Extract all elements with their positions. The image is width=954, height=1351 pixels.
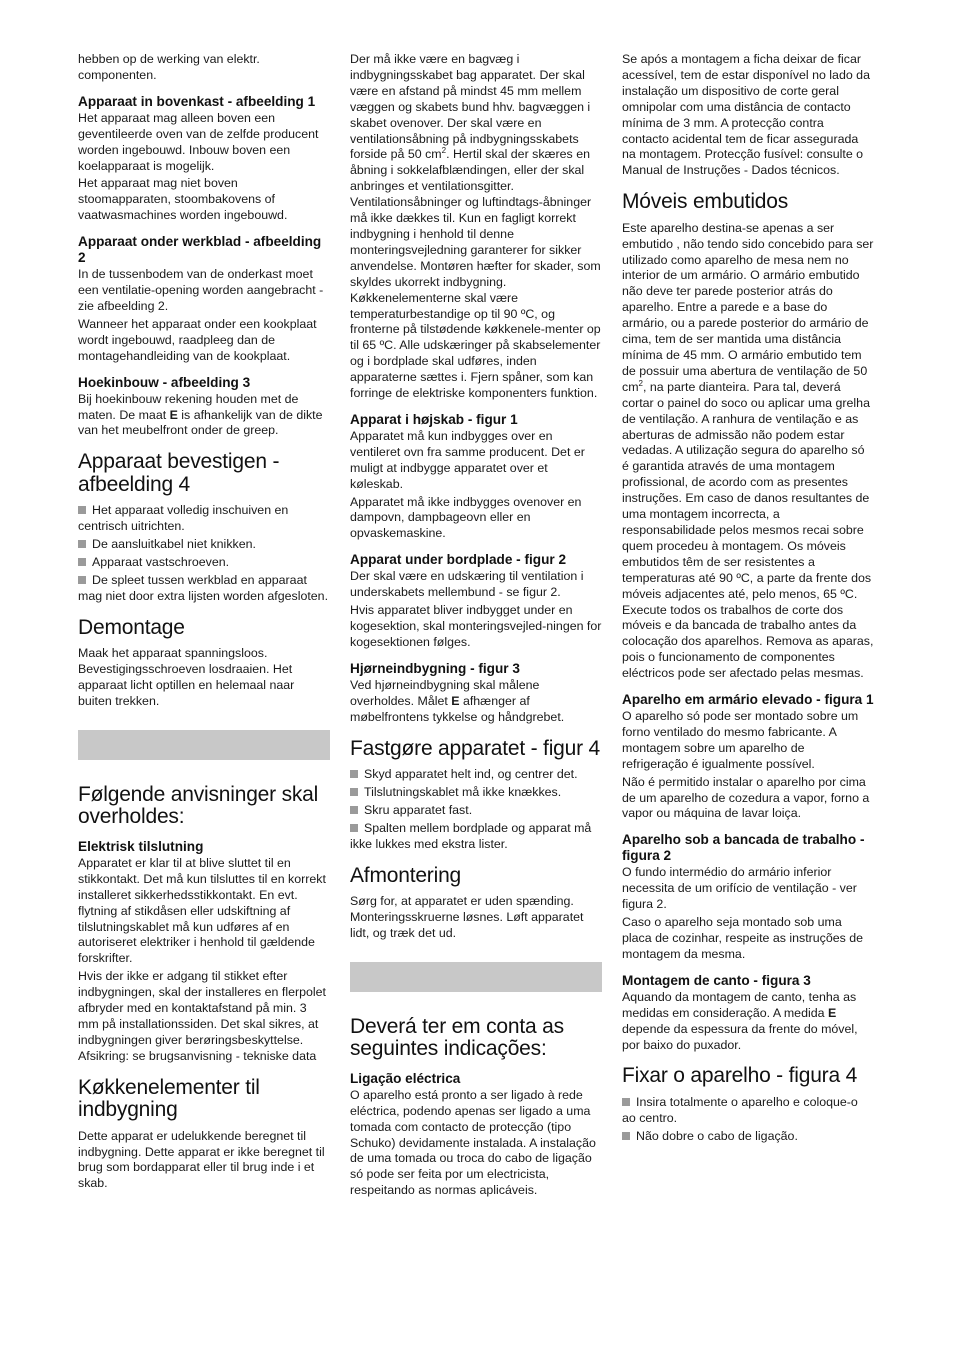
- text-span: Bij hoekinbouw rekening houden met de maten. De maat: [78, 391, 299, 422]
- paragraph: In de tussenbodem van de onderkast moet een ventilatie-opening worden aangebracht - zie afbeelding 2.: [78, 267, 324, 313]
- list-item: [350, 821, 602, 853]
- subheading: Hjørneindbygning - figur 3: [350, 660, 520, 676]
- list-item-text: Insira totalmente o aparelho e coloque-o ao centro.: [622, 1094, 858, 1125]
- list-item-text: Apparaat vastschroeven.: [92, 555, 230, 570]
- subheading: Ligação eléctrica: [350, 1070, 461, 1086]
- paragraph: Maak het apparaat spanningsloos. Bevestigingsschroeven losdraaien. Het apparaat licht optillen en helemaal naar buiten trekken.: [78, 646, 295, 708]
- list-item: [78, 555, 330, 571]
- subheading: Apparat under bordplade - figur 2: [350, 552, 566, 568]
- list-item: [350, 785, 602, 801]
- list-item-text: Skru apparatet fast.: [364, 802, 473, 817]
- list-item: [78, 537, 330, 553]
- paragraph: Hvis der ikke er adgang til stikket efter indbygningen, skal der installeres en flerpolet afbryder med en kontaktafstand på min. 3 mm på installationssiden. Det skal sikres, at indbygningen giver berøringsbeskyttelse. Afsikring: se brugsanvisning - tekniske data: [78, 969, 326, 1063]
- subheading: Aparelho em armário elevado - figura 1: [622, 692, 874, 708]
- paragraph: Não é permitido instalar o aparelho por cima de um aparelho de cozedura a vapor, forno a vapor ou máquina de lavar loiça.: [622, 774, 870, 821]
- paragraph: [622, 990, 874, 1054]
- paragraph: Apparatet er klar til at blive sluttet til en stikkontakt. Det må kun tilsluttes til en korrekt installeret sikkerhedsstikkontakt. En evt. flytning af stikdåsen eller udskiftning af tilslutningskablet må kun udføres af en autoriseret elektriker i henhold til gældende forskrifter.: [78, 855, 326, 966]
- column-2: [350, 52, 602, 1201]
- measure-letter: E: [451, 693, 460, 708]
- list-item-text: De aansluitkabel niet knikken.: [92, 537, 256, 552]
- language-divider-bar: [350, 962, 602, 992]
- list-item-text: De spleet tussen werkblad en apparaat mag niet door extra lijsten worden afgesloten.: [78, 572, 329, 603]
- text-span: . Hertil skal der skæres en åbning i sokkelafblændingen, eller der skal anbringes et ventilationsgitter. Ventilationsåbninger og luftindtags-åbninger må ikke dækkes til. Kun en fagligt korrekt indbygning i henhold til denne monteringsvejledning garanterer for sikker anvendelse. Montøren hæfter for skader, som skyldes ukorrekt indbygning. Køkkenelementerne skal være temperaturbestandige op til 90 ºC, og fronterne på tilstødende køkkenele-menter op til 65 ºC. Alle udskæringer på skabselementer og i bordplade skal udføres, inden apparaterne sættes i. Fjern spåner, som kan forringe de elektriske komponenters funktion.: [350, 147, 601, 401]
- paragraph: hebben op de werking van elektr. componenten.: [78, 52, 260, 82]
- measure-letter: E: [169, 407, 178, 422]
- subheading: Apparaat onder werkblad - afbeelding 2: [78, 234, 322, 266]
- square-bullet-icon: [622, 1098, 630, 1106]
- list-item: [350, 767, 602, 783]
- list-item: [78, 573, 330, 605]
- paragraph: Apparatet må kun indbygges over en ventileret ovn fra samme producent. Det er muligt at indbygge apparatet over et køleskab.: [350, 428, 585, 491]
- paragraph: Dette apparat er udelukkende beregnet til indbygning. Dette apparat er ikke beregnet til brug som bordapparat eller til brug inde i et skab.: [78, 1128, 325, 1191]
- text-span: is afhankelijk van de dikte van het meubelfront onder de greep.: [78, 407, 323, 438]
- paragraph: Hvis apparatet bliver indbygget under en kogesektion, skal monteringsvejled-ningen for kogesektionen følges.: [350, 603, 602, 649]
- paragraph: Apparatet må ikke indbygges ovenover en dampovn, dampbageovn eller en opvaskemaskine.: [350, 494, 582, 541]
- square-bullet-icon: [350, 806, 358, 814]
- paragraph: Sørg for, at apparatet er uden spænding. Monteringsskruerne løsnes. Løft apparatet lidt, og træk det ud.: [350, 894, 584, 940]
- text-span: depende da espessura da frente do móvel, por baixo do puxador.: [622, 1021, 858, 1052]
- list-item-text: Spalten mellem bordplade og apparat må ikke lukkes med ekstra lister.: [350, 820, 592, 851]
- language-divider-bar: [78, 730, 330, 760]
- paragraph: [350, 678, 602, 726]
- square-bullet-icon: [78, 576, 86, 584]
- paragraph: Het apparaat mag alleen boven een geventileerde oven van de zelfde producent worden ingebouwd. Inbouw boven een koelapparaat is mogelijk.: [78, 110, 319, 173]
- list-item: [622, 1095, 874, 1127]
- section-heading: Følgende anvisninger skal overholdes:: [78, 782, 319, 829]
- section-heading: Deverá ter em conta as seguintes indicações:: [350, 1014, 564, 1061]
- text-span: afhænger af møbelfrontens tykkelse og håndgrebet.: [350, 693, 565, 724]
- paragraph: [350, 52, 602, 402]
- section-heading: Apparaat bevestigen - afbeelding 4: [78, 450, 280, 496]
- superscript: 2: [638, 378, 643, 388]
- subheading: Elektrisk tilslutning: [78, 838, 204, 854]
- subheading: Hoekinbouw - afbeelding 3: [78, 374, 251, 390]
- subheading: Montagem de canto - figura 3: [622, 972, 811, 988]
- paragraph: Der skal være en udskæring til ventilation i underskabets mellembund - se figur 2.: [350, 569, 584, 600]
- paragraph: O fundo intermédio do armário inferior necessita de um orifício de ventilação - ver figura 2.: [622, 865, 857, 912]
- text-span: , na parte dianteira. Para tal, deverá cortar o painel do soco ou aplicar uma grelha de ventilação. A ranhura de ventilação e as aberturas de admissão não podem estar vedadas. A utilização segura do aparelho só é garantida através de uma montagem profissional, de acordo com as presentes instruções. Em caso de danos resultantes de uma montagem incorrecta, a responsabilidade pelos mesmos recai sobre quem procedeu à montagem. Os móveis embutidos têm de ser resistentes a temperaturas até 90 ºC, a parte da frente dos móveis adjacentes até, pelo menos, 65 ºC. Execute todos os trabalhos de corte dos móveis e da bancada de trabalho antes da colocação dos aparelhos. Remova as aparas, pois o funcionamento de componentes eléctricos pode ser afectado pelas mesmas.: [622, 379, 874, 681]
- section-heading: Demontage: [78, 615, 185, 639]
- list-item: [78, 503, 330, 535]
- paragraph: O aparelho está pronto a ser ligado à rede eléctrica, podendo apenas ser ligado a uma tomada com contacto de protecção (tipo Schuko) devidamente instalada. A instalação de uma tomada ou troca do cabo de ligação só pode ser feita por um electricista, respeitando as normas aplicáveis.: [350, 1087, 596, 1198]
- list-item-text: Não dobre o cabo de ligação.: [636, 1128, 798, 1143]
- list-item-text: Skyd apparatet helt ind, og centrer det.: [364, 767, 578, 782]
- list-item: [622, 1129, 874, 1145]
- paragraph: Se após a montagem a ficha deixar de ficar acessível, tem de estar disponível no lado da instalação um dispositivo de corte geral omnipolar com uma distância de contacto mínima de 3 mm. A protecção contra contacto acidental tem de ficar assegurada na montagem. Protecção fusível: consulte o Manual de Instruções - Dados técnicos.: [622, 52, 870, 178]
- list-item-text: Het apparaat volledig inschuiven en centrisch uitrichten.: [78, 503, 289, 534]
- square-bullet-icon: [350, 770, 358, 778]
- square-bullet-icon: [350, 788, 358, 796]
- paragraph: Wanneer het apparaat onder een kookplaat wordt ingebouwd, raadpleeg dan de montagehandleiding van de kookplaat.: [78, 316, 317, 363]
- subheading: Apparat i højskab - figur 1: [350, 411, 518, 427]
- section-heading: Fastgøre apparatet - figur 4: [350, 736, 601, 760]
- section-heading: Køkkenelementer til indbygning: [78, 1075, 260, 1122]
- square-bullet-icon: [78, 506, 86, 514]
- text-span: Aquando da montagem de canto, tenha as medidas em consideração. A medida: [622, 989, 857, 1020]
- subheading: Apparaat in bovenkast - afbeelding 1: [78, 93, 316, 109]
- square-bullet-icon: [78, 558, 86, 566]
- square-bullet-icon: [622, 1132, 630, 1140]
- subheading: Aparelho sob a bancada de trabalho - figura 2: [622, 832, 865, 864]
- list-item-text: Tilslutningskablet må ikke knækkes.: [364, 784, 562, 799]
- section-heading: Fixar o aparelho - figura 4: [622, 1064, 858, 1088]
- square-bullet-icon: [78, 540, 86, 548]
- text-span: Ved hjørneindbygning skal målene overholdes. Målet: [350, 677, 540, 708]
- measure-letter: E: [827, 1005, 837, 1020]
- paragraph: [622, 221, 874, 682]
- paragraph: O aparelho só pode ser montado sobre um forno ventilado do mesmo fabricante. A montagem sobre um aparelho de refrigeração é igualmente possível.: [622, 709, 859, 771]
- superscript: 2: [441, 146, 447, 156]
- text-span: Der må ikke være en bagvæg i indbygningsskabet bag apparatet. Der skal være en afstand på mindst 45 mm mellem væggen og skabets bund hhv. bagvæggen i skabet ovenover. Der skal være en ventilationsåbning på indbygningsskabets forside på 50 cm: [350, 52, 591, 162]
- column-3: [622, 52, 874, 1147]
- section-heading: Móveis embutidos: [622, 190, 789, 214]
- section-heading: Afmontering: [350, 863, 462, 887]
- paragraph: Het apparaat mag niet boven stoomapparaten, stoombakovens of vaatwasmachines worden ingebouwd.: [78, 176, 288, 223]
- square-bullet-icon: [350, 824, 358, 832]
- text-span: Este aparelho destina-se apenas a ser embutido , não tendo sido concebido para ser utilizado como aparelho de mesa nem no interior de um armário. O armário embutido não deve ter parede posterior atrás do aparelho. Entre a parede e a base do armário, ou a parede posterior do armário de cima, tem de ser mantida uma distância mínima de 45 mm. O armário embutido tem de possuir uma abertura de ventilação de 50 cm: [622, 220, 874, 394]
- column-1: [78, 52, 330, 1194]
- paragraph: [78, 392, 330, 440]
- list-item: [350, 803, 602, 819]
- paragraph: Caso o aparelho seja montado sob uma placa de cozinhar, respeite as instruções de montagem da mesma.: [622, 915, 864, 961]
